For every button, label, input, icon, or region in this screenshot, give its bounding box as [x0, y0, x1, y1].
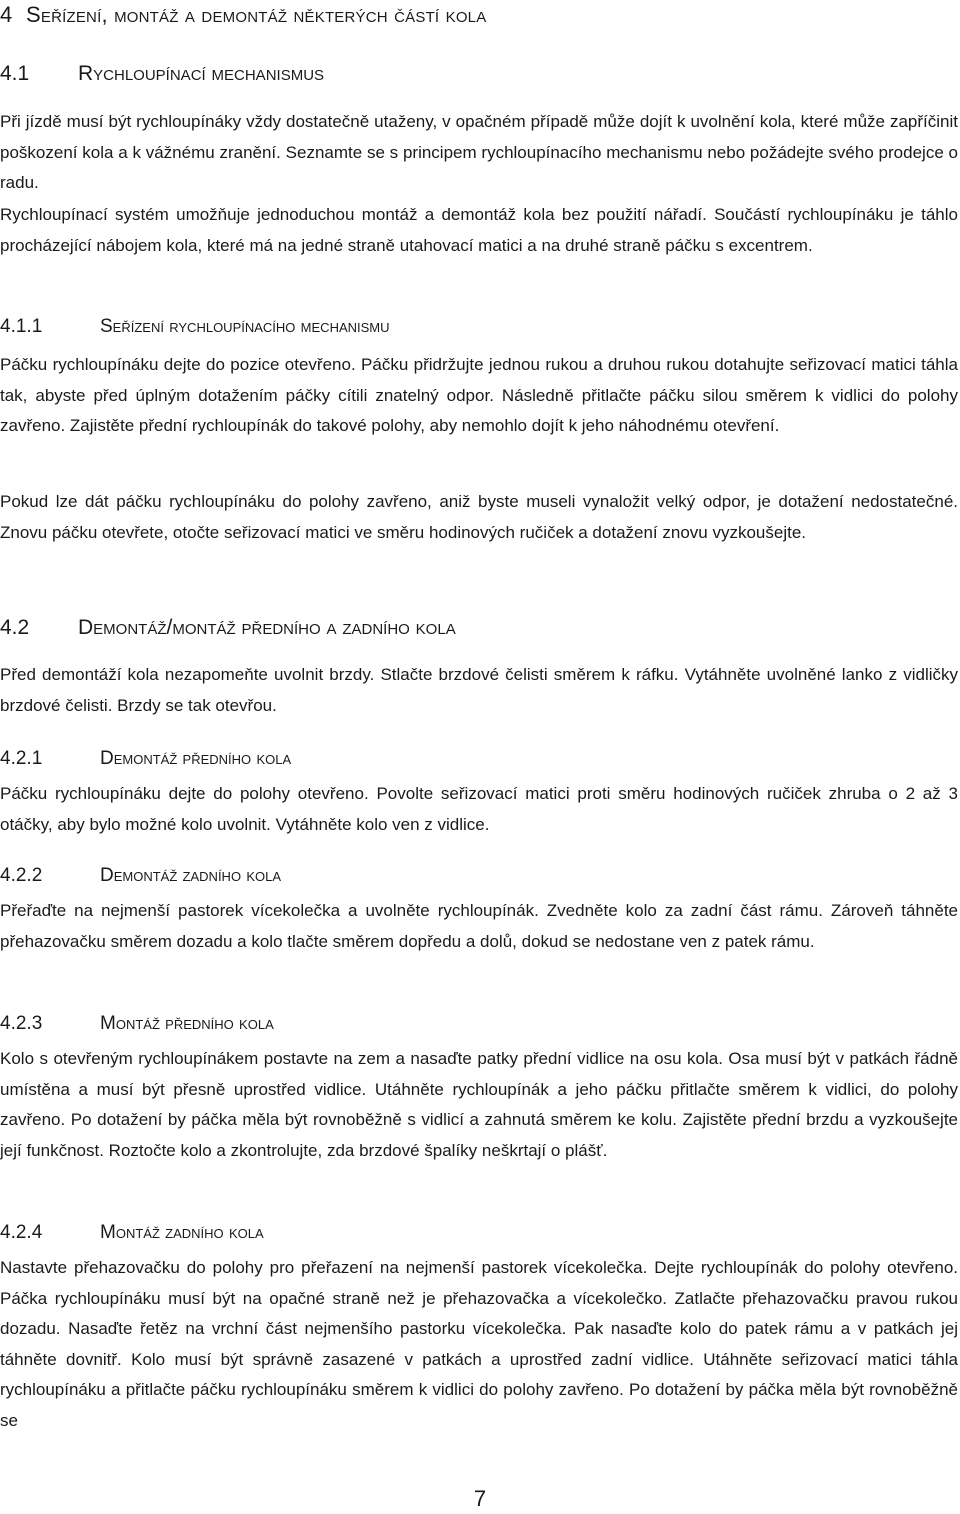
- section-title: Demontáž/montáž předního a zadního kola: [78, 616, 456, 639]
- section-number: 4.2.2: [0, 865, 43, 886]
- section-heading-4-2-4: [0, 1222, 264, 1244]
- section-title: Rychloupínací mechanismus: [78, 62, 325, 85]
- paragraph: Páčku rychloupínáku dejte do pozice otevřeno. Páčku přidržujte jednou rukou a druhou rukou dotahujte seřizovací matici táhla tak, abyste před úplným dotažením páčky cítili znatelný odpor. Následně přitlačte páčku silou směrem k vidlici do polohy zavřeno. Zajistěte přední rychloupínák do takové polohy, aby nemohlo dojít k jeho náhodnému otevření.: [0, 355, 958, 435]
- paragraph: Pokud lze dát páčku rychloupínáku do polohy zavřeno, aniž byste museli vynaložit velký odpor, je dotažení nedostatečné. Znovu páčku otevřete, otočte seřizovací matici ve směru hodinových ručiček a dotažení znovu vyzkoušejte.: [0, 492, 958, 542]
- chapter-title: Seřízení, montáž a demontáž některých částí kola: [26, 2, 487, 27]
- section-number: 4.1: [0, 62, 30, 85]
- section-number: 4.2: [0, 616, 30, 639]
- paragraph: Páčku rychloupínáku dejte do polohy otevřeno. Povolte seřizovací matici proti směru hodinových ručiček zhruba o 2 až 3 otáčky, aby bylo možné kolo uvolnit. Vytáhněte kolo ven z vidlice.: [0, 784, 958, 834]
- section-number: 4.2.1: [0, 748, 43, 769]
- paragraph: Před demontáží kola nezapomeňte uvolnit brzdy. Stlačte brzdové čelisti směrem k ráfku. Vytáhněte uvolněné lanko z vidličky brzdové čelisti. Brzdy se tak otevřou.: [0, 665, 958, 715]
- section-heading-4-2-3: [0, 1013, 274, 1035]
- section-title: Montáž předního kola: [100, 1013, 274, 1034]
- section-heading-4-2-1: [0, 748, 291, 770]
- section-heading-4-2-2: [0, 865, 281, 887]
- paragraph: Kolo s otevřeným rychloupínákem postavte na zem a nasaďte patky přední vidlice na osu kola. Osa musí být v patkách řádně umístěna a musí být přesně uprostřed vidlice. Utáhněte rychloupínák a jeho páčku přitlačte směrem k vidlici, do polohy zavřeno. Po dotažení by páčka měla být rovnoběžně s vidlicí a zahnutá směrem ke kolu. Zajistěte přední brzdu a vyzkoušejte její funkčnost. Roztočte kolo a zkontrolujte, zda brzdové špalíky neškrtají o plášť.: [0, 1049, 958, 1160]
- paragraph: Nastavte přehazovačku do polohy pro přeřazení na nejmenší pastorek vícekolečka. Dejte rychloupínák do polohy otevřeno. Páčka rychloupínáku musí být na opačné straně než je přehazovačka a vícekolečko. Zatlačte přehazovačku pravou rukou dozadu. Nasaďte řetěz na vrchní část nejmenšího pastorku vícekolečka. Pak nasaďte kolo do patek rámu a v patkách jej táhněte dovnitř. Kolo musí být správně zasazené v patkách a uprostřed zadní vidlice. Utáhněte seřizovací matici táhla rychloupínáku a přitlačte páčku rychloupínáku směrem k vidlici do polohy zavřeno. Po dotažení by páčka měla být rovnoběžně se: [0, 1258, 958, 1430]
- page-number: 7: [473, 1486, 487, 1511]
- section-title: Demontáž zadního kola: [100, 865, 282, 886]
- paragraph: Při jízdě musí být rychloupínáky vždy dostatečně utaženy, v opačném případě může dojít k uvolnění kola, které může zapříčinit poškození kola a k vážnému zranění. Seznamte se s principem rychloupínacího mechanismu nebo požádejte svého prodejce o radu.: [0, 112, 958, 192]
- section-heading-4-1: [0, 62, 324, 86]
- paragraph: Přeřaďte na nejmenší pastorek vícekolečka a uvolněte rychloupínák. Zvedněte kolo za zadní část rámu. Zároveň táhněte přehazovačku směrem dozadu a kolo tlačte směrem dopředu a dolů, dokud se nedostane ven z patek rámu.: [0, 901, 958, 951]
- section-number: 4.2.4: [0, 1222, 43, 1243]
- section-title: Montáž zadního kola: [100, 1222, 264, 1243]
- chapter-number: 4: [0, 2, 13, 27]
- section-heading-4-2: [0, 616, 456, 640]
- section-number: 4.1.1: [0, 316, 43, 337]
- paragraph: Rychloupínací systém umožňuje jednoduchou montáž a demontáž kola bez použití nářadí. Součástí rychloupínáku je táhlo procházející nábojem kola, které má na jedné straně utahovací matici a na druhé straně páčku s excentrem.: [0, 205, 958, 255]
- section-title: Demontáž předního kola: [100, 748, 292, 769]
- section-number: 4.2.3: [0, 1013, 43, 1034]
- section-heading-4-1-1: [0, 316, 390, 338]
- section-title: Seřízení rychloupínacího mechanismu: [100, 316, 390, 337]
- chapter-heading: [0, 2, 486, 28]
